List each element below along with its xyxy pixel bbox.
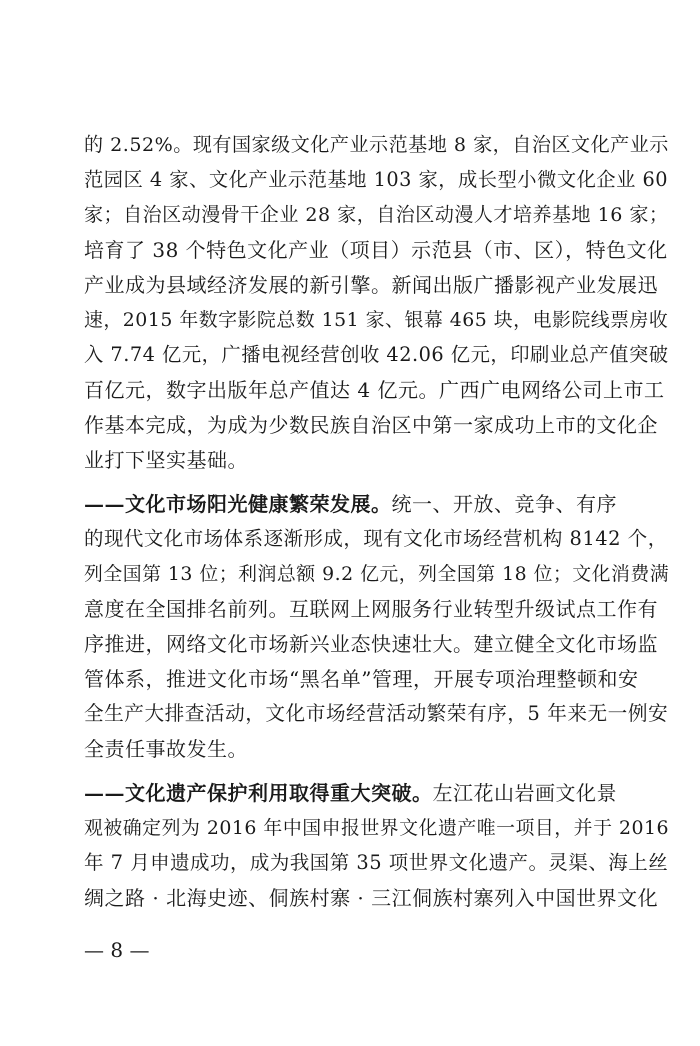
section-heading-market: ——文化市场阳光健康繁荣发展。	[84, 492, 392, 516]
paragraph-line: 全生产大排查活动，文化市场经营活动繁荣有序，5 年来无一例安	[84, 702, 669, 725]
paragraph-line: 业打下坚实基础。	[84, 448, 248, 472]
paragraph-line: 速，2015 年数字影院总数 151 家、银幕 465 块，电影院线票房收	[84, 309, 669, 331]
paragraph-line: 意度在全国排名前列。互联网上网服务行业转型升级试点工作有	[84, 597, 658, 621]
section-heading-heritage: ——文化遗产保护利用取得重大突破。	[84, 781, 433, 805]
page-number: — 8 —	[84, 938, 150, 962]
paragraph-line: 绸之路 · 北海史迹、侗族村寨 · 三江侗族村寨列入中国世界文化	[84, 886, 659, 910]
section-first-line	[84, 776, 668, 810]
paragraph-line: 百亿元，数字出版年总产值达 4 亿元。广西广电网络公司上市工	[84, 378, 665, 402]
paragraph-line: 的 2.52%。现有国家级文化产业示范基地 8 家，自治区文化产业示	[84, 134, 669, 156]
section-text: 左江花山岩画文化景	[432, 781, 617, 805]
paragraph-line: 年 7 月申遗成功，成为我国第 35 项世界文化遗产。灵渠、海上丝	[84, 851, 669, 874]
section-text: 统一、开放、竞争、有序	[391, 492, 617, 516]
section-first-line	[84, 487, 668, 521]
paragraph-line: 范园区 4 家、文化产业示范基地 103 家，成长型小微文化企业 60	[84, 168, 669, 191]
paragraph-line: 全责任事故发生。	[84, 737, 248, 761]
paragraph-line: 产业成为县域经济发展的新引擎。新闻出版广播影视产业发展迅	[84, 273, 658, 297]
paragraph-line: 管体系，推进文化市场“黑名单”管理，开展专项治理整顿和安	[84, 667, 639, 691]
paragraph-line: 观被确定列为 2016 年中国申报世界文化遗产唯一项目，并于 2016	[84, 817, 670, 839]
paragraph-line: 序推进，网络文化市场新兴业态快速壮大。建立健全文化市场监	[84, 632, 658, 656]
paragraph-line: 家；自治区动漫骨干企业 28 家，自治区动漫人才培养基地 16 家；	[84, 204, 669, 226]
paragraph-line: 列全国第 13 位；利润总额 9.2 亿元，列全国第 18 位；文化消费满	[84, 563, 670, 585]
paragraph-line: 作基本完成，为成为少数民族自治区中第一家成功上市的文化企	[84, 413, 658, 437]
paragraph-line: 培育了 38 个特色文化产业（项目）示范县（市、区），特色文化	[84, 238, 668, 262]
paragraph-line: 的现代文化市场体系逐渐形成，现有文化市场经营机构 8142 个，	[84, 527, 668, 550]
paragraph-line: 入 7.74 亿元，广播电视经营创收 42.06 亿元，印刷业总产值突破	[84, 343, 669, 366]
